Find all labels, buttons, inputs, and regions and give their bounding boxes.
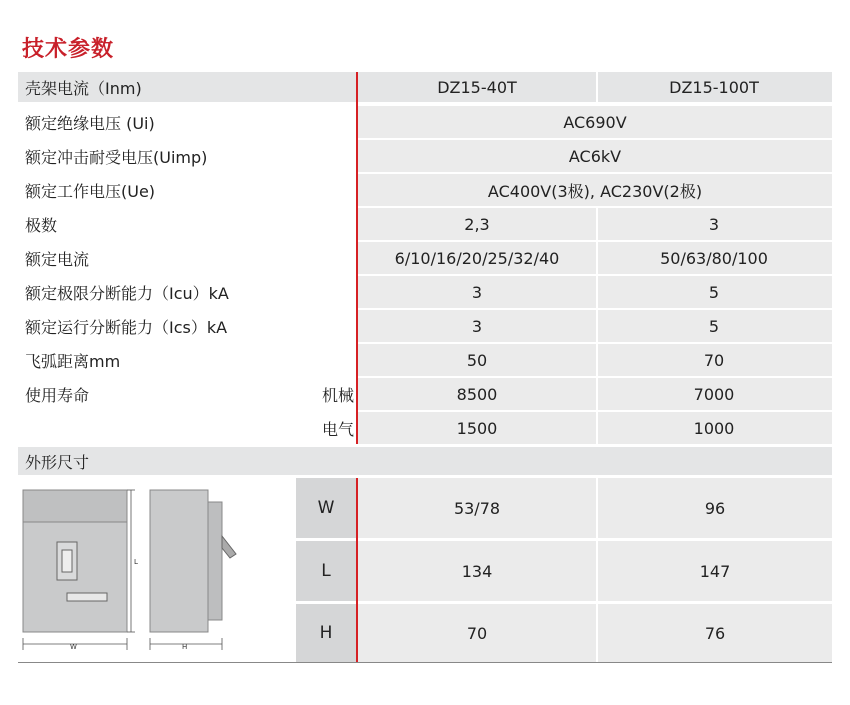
dimension-key-w: W [296,478,356,538]
dimension-value-1: 134 [358,541,596,601]
row-label: 极数 [25,215,58,235]
dimension-drawing [18,478,258,656]
row-value-2: 3 [596,208,832,240]
row-label: 额定极限分断能力（Icu）kA [25,283,229,303]
row-value-1: 50 [358,344,596,376]
row-value: AC400V(3极), AC230V(2极) [358,174,832,206]
row-sublabel: 电气 [321,419,354,439]
row-value-2: 70 [596,344,832,376]
header-model-1: DZ15-40T [437,77,517,97]
row-value-1: 3 [358,310,596,342]
row-label: 额定绝缘电压 (Ui) [25,113,155,133]
row-sublabel: 机械 [321,385,354,405]
dimension-value-2: 76 [598,604,832,662]
table-bottom-border [18,662,832,663]
table-header-row [18,72,832,102]
dimension-key-l: L [296,541,356,601]
table-row [18,208,832,240]
row-label: 额定电流 [25,249,90,269]
row-value-1: 1500 [358,412,596,444]
row-value-1: 8500 [358,378,596,410]
column-divider [596,72,598,102]
side-view-drawing [150,490,236,651]
table-row [18,140,832,172]
dimension-value-2: 96 [598,478,832,538]
accent-divider [356,478,358,662]
row-label: 使用寿命 [25,385,90,405]
row-value: AC6kV [358,140,832,172]
table-row [18,378,832,410]
table-row [18,106,832,138]
row-label: 飞弧距离mm [25,351,121,371]
dimension-value-1: 70 [358,604,596,662]
row-value-2: 1000 [596,412,832,444]
table-row [18,344,832,376]
dimension-value-2: 147 [598,541,832,601]
drawing-label-h: H [182,643,188,651]
header-label: 壳架电流（Inm) [25,78,142,98]
row-value-2: 5 [596,310,832,342]
drawing-label-l: L [134,558,138,566]
table-row [18,174,832,206]
dimension-key-h: H [296,604,356,662]
row-value-1: 6/10/16/20/25/32/40 [358,242,596,274]
section-title: 技术参数 [22,37,115,62]
column-divider [596,208,598,444]
row-value-1: 3 [358,276,596,308]
row-value-2: 5 [596,276,832,308]
row-value: AC690V [358,106,832,138]
row-label: 额定运行分断能力（Ics）kA [25,317,228,337]
dimensions-label: 外形尺寸 [25,452,90,472]
drawing-label-w: W [70,643,77,651]
accent-divider [356,72,358,444]
header-model-2: DZ15-100T [669,77,759,97]
row-value-2: 50/63/80/100 [596,242,832,274]
dimension-value-1: 53/78 [358,478,596,538]
dimensions-header-row [18,447,832,475]
table-row [18,242,832,274]
row-label: 额定工作电压(Ue) [25,181,156,201]
row-value-1: 2,3 [358,208,596,240]
row-value-2: 7000 [596,378,832,410]
table-row [18,412,832,444]
front-view-drawing [23,490,138,651]
table-row [18,310,832,342]
row-label: 额定冲击耐受电压(Uimp) [25,147,208,167]
table-row [18,276,832,308]
